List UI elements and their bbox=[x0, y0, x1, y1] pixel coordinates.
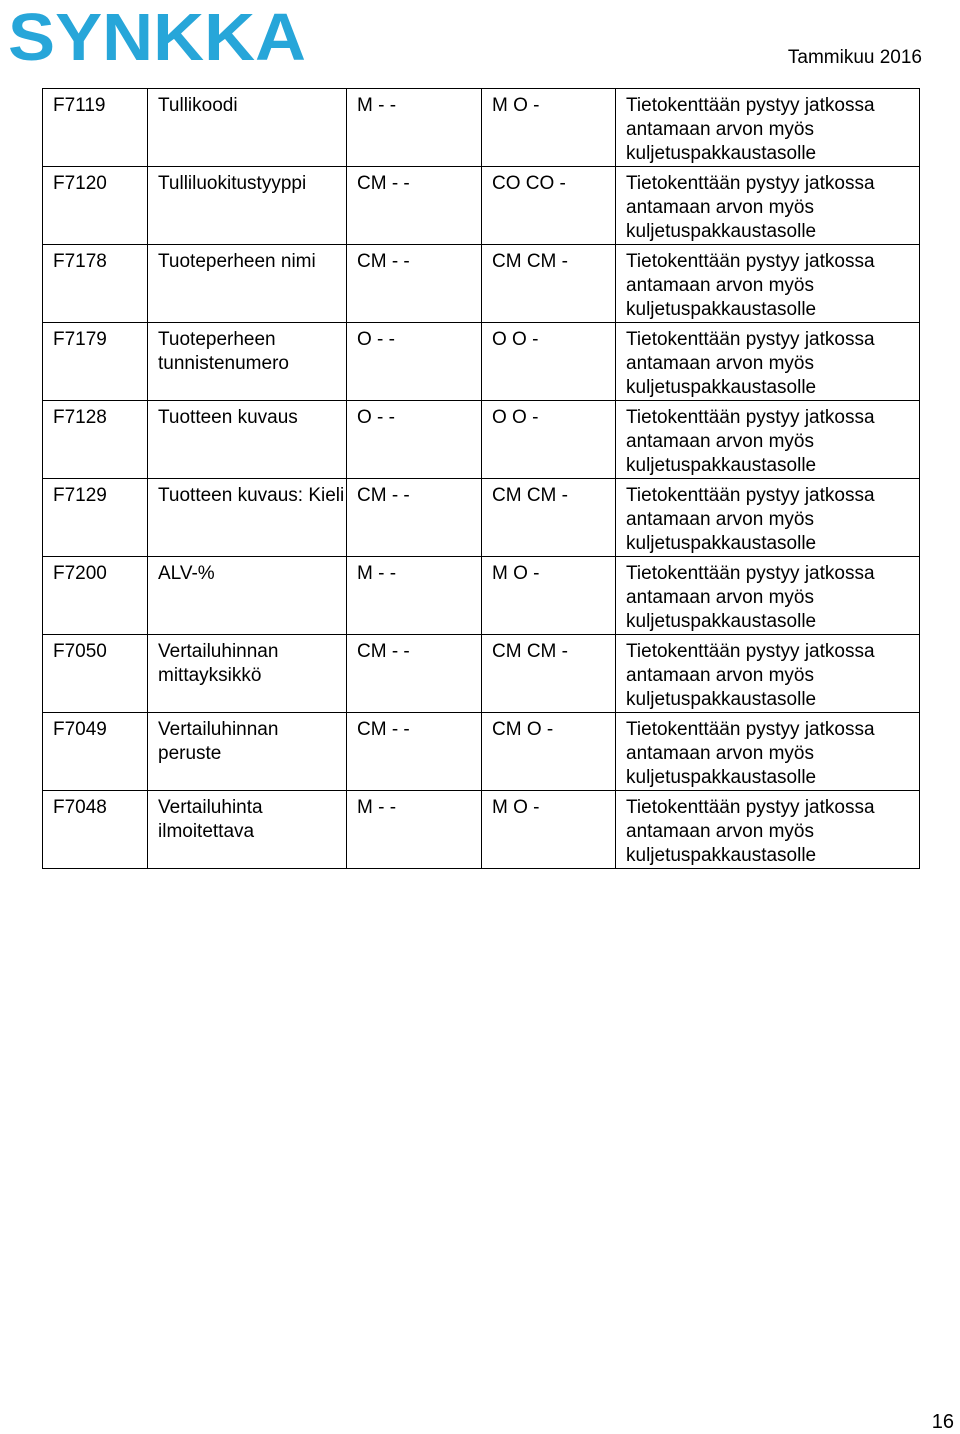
requirement-level-cell: CM CM - bbox=[482, 245, 616, 323]
field-code-cell: F7128 bbox=[43, 401, 148, 479]
field-code-cell: F7050 bbox=[43, 635, 148, 713]
description-cell: Tietokenttään pystyy jatkossa antamaan arvon myös kuljetuspakkaustasolle bbox=[616, 401, 920, 479]
requirement-cell: CM - - bbox=[347, 167, 482, 245]
description-cell: Tietokenttään pystyy jatkossa antamaan arvon myös kuljetuspakkaustasolle bbox=[616, 479, 920, 557]
table-row bbox=[43, 245, 920, 323]
field-code-cell: F7120 bbox=[43, 167, 148, 245]
field-code-cell: F7200 bbox=[43, 557, 148, 635]
document-date: Tammikuu 2016 bbox=[787, 47, 922, 68]
logo-text: SYNKKA bbox=[8, 6, 306, 66]
requirement-cell: CM - - bbox=[347, 245, 482, 323]
description-cell: Tietokenttään pystyy jatkossa antamaan arvon myös kuljetuspakkaustasolle bbox=[616, 635, 920, 713]
requirement-cell: O - - bbox=[347, 323, 482, 401]
requirement-level-cell: CM CM - bbox=[482, 635, 616, 713]
field-name-cell: Vertailuhinnan peruste bbox=[148, 713, 347, 791]
description-cell: Tietokenttään pystyy jatkossa antamaan arvon myös kuljetuspakkaustasolle bbox=[616, 791, 920, 869]
field-code-cell: F7179 bbox=[43, 323, 148, 401]
table-row bbox=[43, 401, 920, 479]
field-code-cell: F7049 bbox=[43, 713, 148, 791]
table-row bbox=[43, 167, 920, 245]
requirement-level-cell: M O - bbox=[482, 791, 616, 869]
table-row bbox=[43, 635, 920, 713]
description-cell: Tietokenttään pystyy jatkossa antamaan arvon myös kuljetuspakkaustasolle bbox=[616, 89, 920, 167]
field-name-cell: Tuoteperheen nimi bbox=[148, 245, 347, 323]
requirement-cell: M - - bbox=[347, 791, 482, 869]
table-row bbox=[43, 713, 920, 791]
requirement-level-cell: CO CO - bbox=[482, 167, 616, 245]
field-name-cell: Vertailuhinta ilmoitettava bbox=[148, 791, 347, 869]
requirement-cell: CM - - bbox=[347, 635, 482, 713]
field-name-cell: Tullikoodi bbox=[148, 89, 347, 167]
table-row bbox=[43, 557, 920, 635]
requirement-level-cell: O O - bbox=[482, 401, 616, 479]
description-cell: Tietokenttään pystyy jatkossa antamaan arvon myös kuljetuspakkaustasolle bbox=[616, 713, 920, 791]
requirement-cell: CM - - bbox=[347, 713, 482, 791]
field-code-cell: F7048 bbox=[43, 791, 148, 869]
field-name-cell: Tuotteen kuvaus bbox=[148, 401, 347, 479]
requirement-level-cell: CM CM - bbox=[482, 479, 616, 557]
table-row bbox=[43, 791, 920, 869]
field-code-cell: F7119 bbox=[43, 89, 148, 167]
table-row bbox=[43, 479, 920, 557]
field-name-cell: Vertailuhinnan mittayksikkö bbox=[148, 635, 347, 713]
description-cell: Tietokenttään pystyy jatkossa antamaan arvon myös kuljetuspakkaustasolle bbox=[616, 167, 920, 245]
table-row bbox=[43, 89, 920, 167]
requirement-level-cell: M O - bbox=[482, 557, 616, 635]
field-code-cell: F7129 bbox=[43, 479, 148, 557]
requirement-cell: O - - bbox=[347, 401, 482, 479]
description-cell: Tietokenttään pystyy jatkossa antamaan arvon myös kuljetuspakkaustasolle bbox=[616, 323, 920, 401]
requirement-level-cell: O O - bbox=[482, 323, 616, 401]
field-name-cell: ALV-% bbox=[148, 557, 347, 635]
field-name-cell: Tuotteen kuvaus: Kieli bbox=[148, 479, 347, 557]
description-cell: Tietokenttään pystyy jatkossa antamaan arvon myös kuljetuspakkaustasolle bbox=[616, 557, 920, 635]
requirement-level-cell: M O - bbox=[482, 89, 616, 167]
description-cell: Tietokenttään pystyy jatkossa antamaan arvon myös kuljetuspakkaustasolle bbox=[616, 245, 920, 323]
field-name-cell: Tuoteperheen tunnistenumero bbox=[148, 323, 347, 401]
requirement-cell: M - - bbox=[347, 89, 482, 167]
page-number: 16 bbox=[931, 1411, 954, 1433]
field-table bbox=[42, 88, 920, 869]
field-table-body bbox=[43, 89, 920, 869]
requirement-level-cell: CM O - bbox=[482, 713, 616, 791]
table-row bbox=[43, 323, 920, 401]
field-name-cell: Tulliluokitustyyppi bbox=[148, 167, 347, 245]
field-code-cell: F7178 bbox=[43, 245, 148, 323]
synkka-logo bbox=[8, 6, 308, 66]
requirement-cell: M - - bbox=[347, 557, 482, 635]
requirement-cell: CM - - bbox=[347, 479, 482, 557]
